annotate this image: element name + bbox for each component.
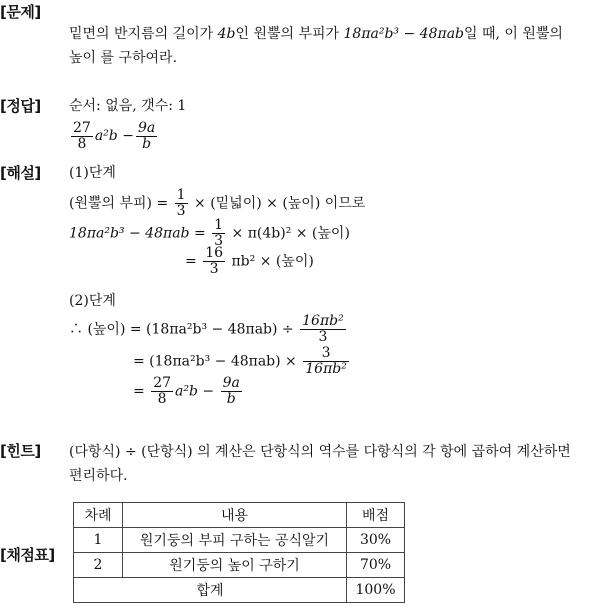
problem-text	[69, 22, 598, 70]
header-order: 차례	[74, 503, 123, 528]
hint-line-2: 편리하다.	[69, 468, 128, 484]
answer-fraction-2: $\frac{9a}{b}$	[137, 119, 156, 152]
answer-expression: $\frac{27}{8}$ a²b − $\frac{9a}{b}$	[73, 119, 156, 152]
rubric-label: [채점표]	[0, 546, 55, 564]
rubric-row: 1 원기둥의 부피 구하는 공식알기 30%	[74, 528, 405, 553]
hint-line-1: (다항식) ÷ (단항식) 의 계산은 단항식의 역수를 다항식의 각 항에 곱하여 계산하면	[69, 444, 571, 460]
hint-label: [힌트]	[0, 442, 41, 460]
header-score: 배점	[347, 503, 405, 528]
step-1-heading: (1)단계	[69, 165, 116, 181]
step-1-line-1: (원뿔의 부피) = $\frac{1}{3}$ × (밑넓이) × (높이) 이므로	[69, 187, 366, 219]
step-1-line-3: = $\frac{16}{3}$ πb² × (높이)	[185, 245, 314, 277]
step-2-line-3: = $\frac{27}{8}$ a²b − $\frac{9a}{b}$	[133, 375, 240, 407]
problem-line-1: 밑면의 반지름의 길이가 4b인 원뿔의 부피가 18πa²b³ − 48πab일 때, 이 원뿔의	[69, 26, 563, 42]
problem-line-2: 높이 를 구하여라.	[69, 50, 178, 66]
step-2-line-2: = (18πa²b³ − 48πab) × $\frac{3}{\text{16πb²}}$	[133, 345, 347, 377]
radius-value: 4b	[217, 26, 236, 42]
total-label: 합계	[74, 578, 347, 603]
total-value: 100%	[347, 578, 405, 603]
solution-label: [해설]	[0, 164, 41, 182]
rubric-row: 2 원기둥의 높이 구하기 70%	[74, 553, 405, 578]
answer-label: [정답]	[0, 97, 41, 115]
header-content: 내용	[123, 503, 347, 528]
step-1-line-2: 18πa²b³ − 48πab = $\frac{1}{3}$ × π(4b)² × (높이)	[69, 217, 350, 249]
answer-fraction-1: $\frac{27}{8}$	[73, 119, 91, 152]
answer-meta: 순서: 없음, 갯수: 1	[69, 98, 187, 114]
step-2-line-1: ∴ (높이) = (18πa²b³ − 48πab) ÷ $\frac{\text{16πb²}}{3}$	[69, 313, 344, 345]
step-2-heading: (2)단계	[69, 293, 116, 309]
rubric-total-row	[74, 578, 405, 603]
problem-label: [문제]	[0, 3, 41, 21]
volume-expression: 18πa²b³ − 48πab	[343, 26, 465, 42]
rubric-table	[73, 502, 405, 603]
rubric-header-row	[74, 503, 405, 528]
